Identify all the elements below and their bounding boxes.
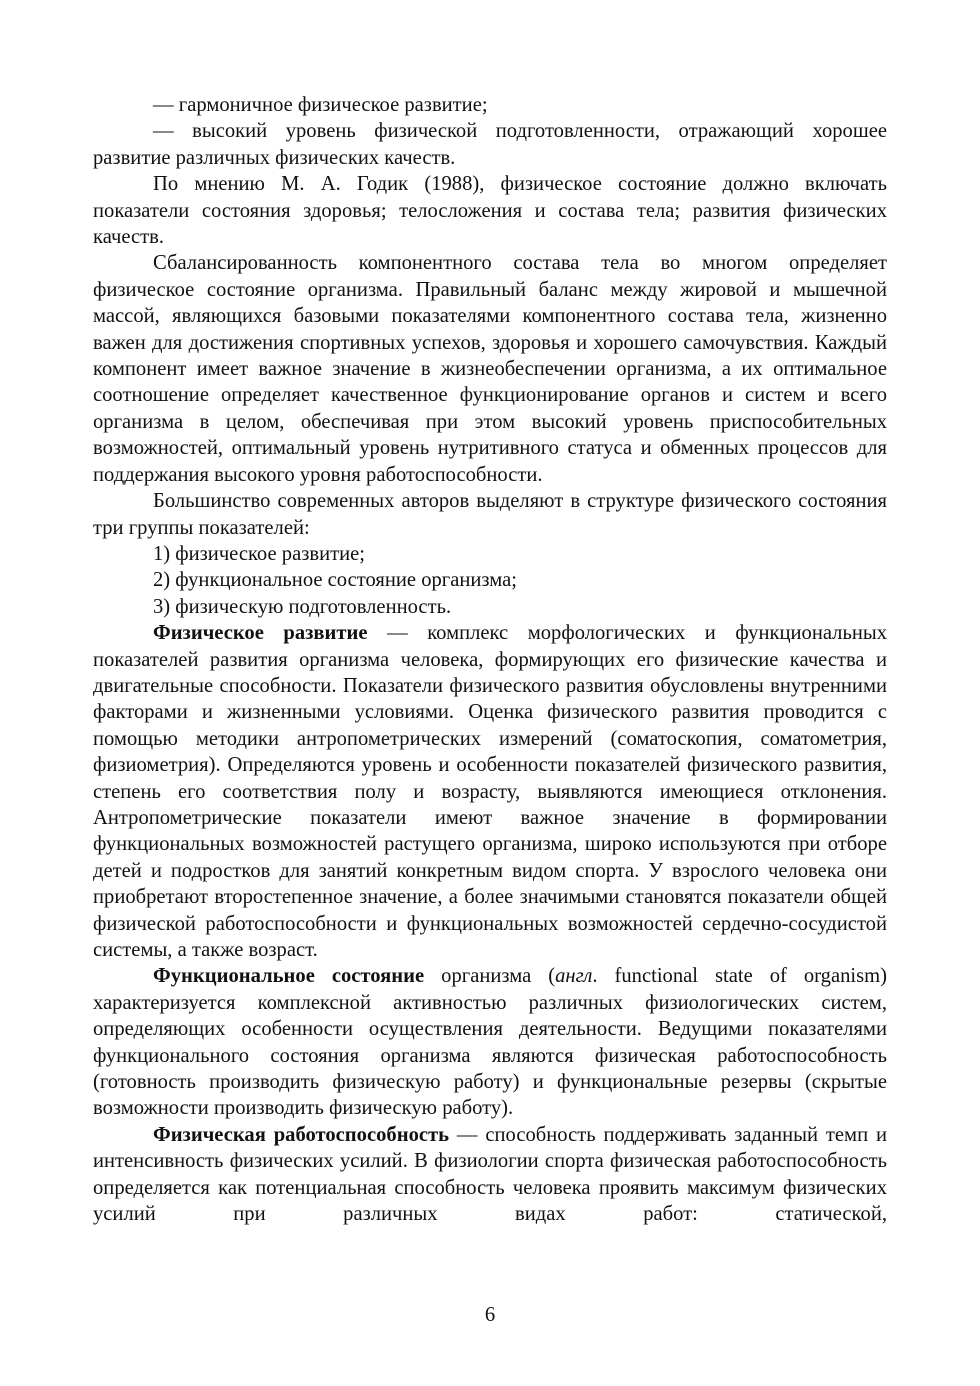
- list-item: 3) физическую подготовленность.: [153, 595, 452, 618]
- paragraph-harmonic: — гармоничное физическое развитие;: [153, 94, 488, 116]
- paragraph-godik: По мнению М. А. Годик (1988), физическое состояние должно включать показатели состояния здоровья; телосложения и состава тела; развития физических качеств.: [93, 173, 887, 249]
- definition-functional-state-prefix: организма (: [424, 965, 556, 988]
- definition-physical-development: — комплекс морфологических и функциональных показателей развития организма человека, формирующих его физические качества и двигательные способности. Показатели физического развития обусловлены внутренними факторами и жизненными условиями. Оценка физического развития проводится с помощью методики антропометрических измерений (соматоскопия, соматометрия, физиометрия). Определяются уровень и особенности показателей физического развития, степень его соответствия полу и возрасту, выявляются имеющиеся отклонения. Антропометрические показатели имеют важное значение в формировании функциональных возможностей растущего организма, широко используются при отборе детей и подростков для занятий конкретным видом спорта. У взрослого человека они приобретают второстепенное значение, а более значимыми становятся показатели общей физической работоспособности и функциональных возможностей сердечно-сосудистой системы, а также возраст.: [93, 622, 887, 961]
- term-physical-development: Физическое развитие: [153, 622, 368, 645]
- term-functional-state: Функциональное состояние: [153, 965, 425, 988]
- definition-physical-capacity: — способность поддерживать заданный темп и интенсивность физических усилий. В физиологии спорта физическая работоспособность определяется как потенциальная способность человека проявить максимум физических усилий при различных видах работ: статической,: [93, 1123, 887, 1226]
- page-body: [93, 92, 887, 1227]
- list-item: 1) физическое развитие;: [153, 542, 365, 565]
- list-item: 2) функциональное состояние организма;: [153, 569, 518, 592]
- definition-functional-state: . functional state of organism) характеризуется комплексной активностью различных физиологических систем, определяющих особенности осуществления деятельности. Ведущими показателями функционального состояния организма являются физическая работоспособность (готовность производить физическую работу) и функциональные резервы (скрытые возможности производить физическую работу).: [93, 965, 887, 1120]
- paragraph-high-level: — высокий уровень физической подготовленности, отражающий хорошее развитие различных физических качеств.: [93, 120, 887, 169]
- abbrev-english: англ: [555, 965, 593, 988]
- paragraph-physical-capacity: [93, 1122, 887, 1228]
- page-number: 6: [484, 1304, 496, 1326]
- paragraph-physical-development: [93, 620, 887, 963]
- paragraph-body-composition: Сбалансированность компонентного состава тела во многом определяет физическое состояние организма. Правильный баланс между жировой и мышечной массой, являющихся базовыми показателями компонентного состава тела, жизненно важен для достижения спортивных успехов, здоровья и хорошего самочувствия. Каждый компонент имеет важное значение в жизнеобеспечении организма, а их оптимальное соотношение определяет качественное функционирование органов и систем и всего организма в целом, обеспечивая при этом высокий уровень приспособительных возможностей, оптимальный уровень нутритивного статуса и обменных процессов для поддержания высокого уровня работоспособности.: [93, 252, 887, 486]
- paragraph-structure: Большинство современных авторов выделяют в структуре физического состояния три группы показателей:: [93, 490, 887, 539]
- term-physical-capacity: Физическая работоспособность: [153, 1123, 450, 1146]
- paragraph-functional-state: [93, 963, 887, 1121]
